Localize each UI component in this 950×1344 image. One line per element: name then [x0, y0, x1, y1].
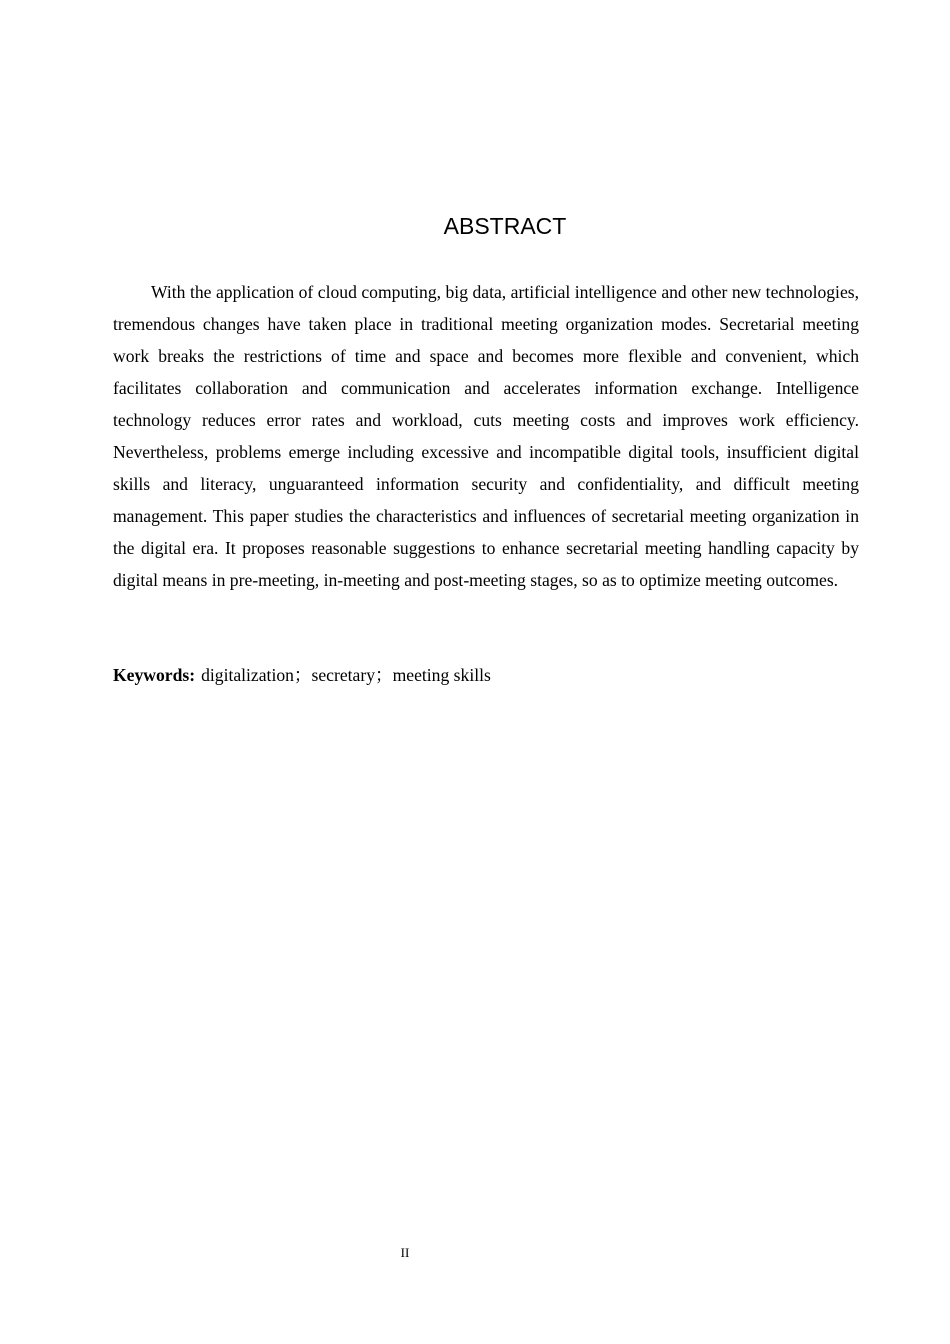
keywords-value: digitalization；secretary；meeting skills [201, 665, 491, 685]
abstract-title: ABSTRACT [443, 213, 567, 239]
page-number: II [400, 1245, 410, 1260]
abstract-body: With the application of cloud computing, big data, artificial intelligence and other new technologies, tremendous changes have taken place in traditional meeting organization modes. Secretarial meeting work breaks the restrictions of time and space and becomes more flexible and convenient, which facilitates collaboration and communication and accelerates information exchange. Intelligence technology reduces error rates and workload, cuts meeting costs and improves work efficiency. Nevertheless, problems emerge including excessive and incompatible digital tools, insufficient digital skills and literacy, unguaranteed information security and confidentiality, and difficult meeting management. This paper studies the characteristics and influences of secretarial meeting organization in the digital era. It proposes reasonable suggestions to enhance secretarial meeting handling capacity by digital means in pre-meeting, in-meeting and post-meeting stages, so as to optimize meeting outcomes. [113, 282, 859, 590]
keywords-line [113, 660, 859, 690]
keywords-label: Keywords: [113, 665, 196, 685]
